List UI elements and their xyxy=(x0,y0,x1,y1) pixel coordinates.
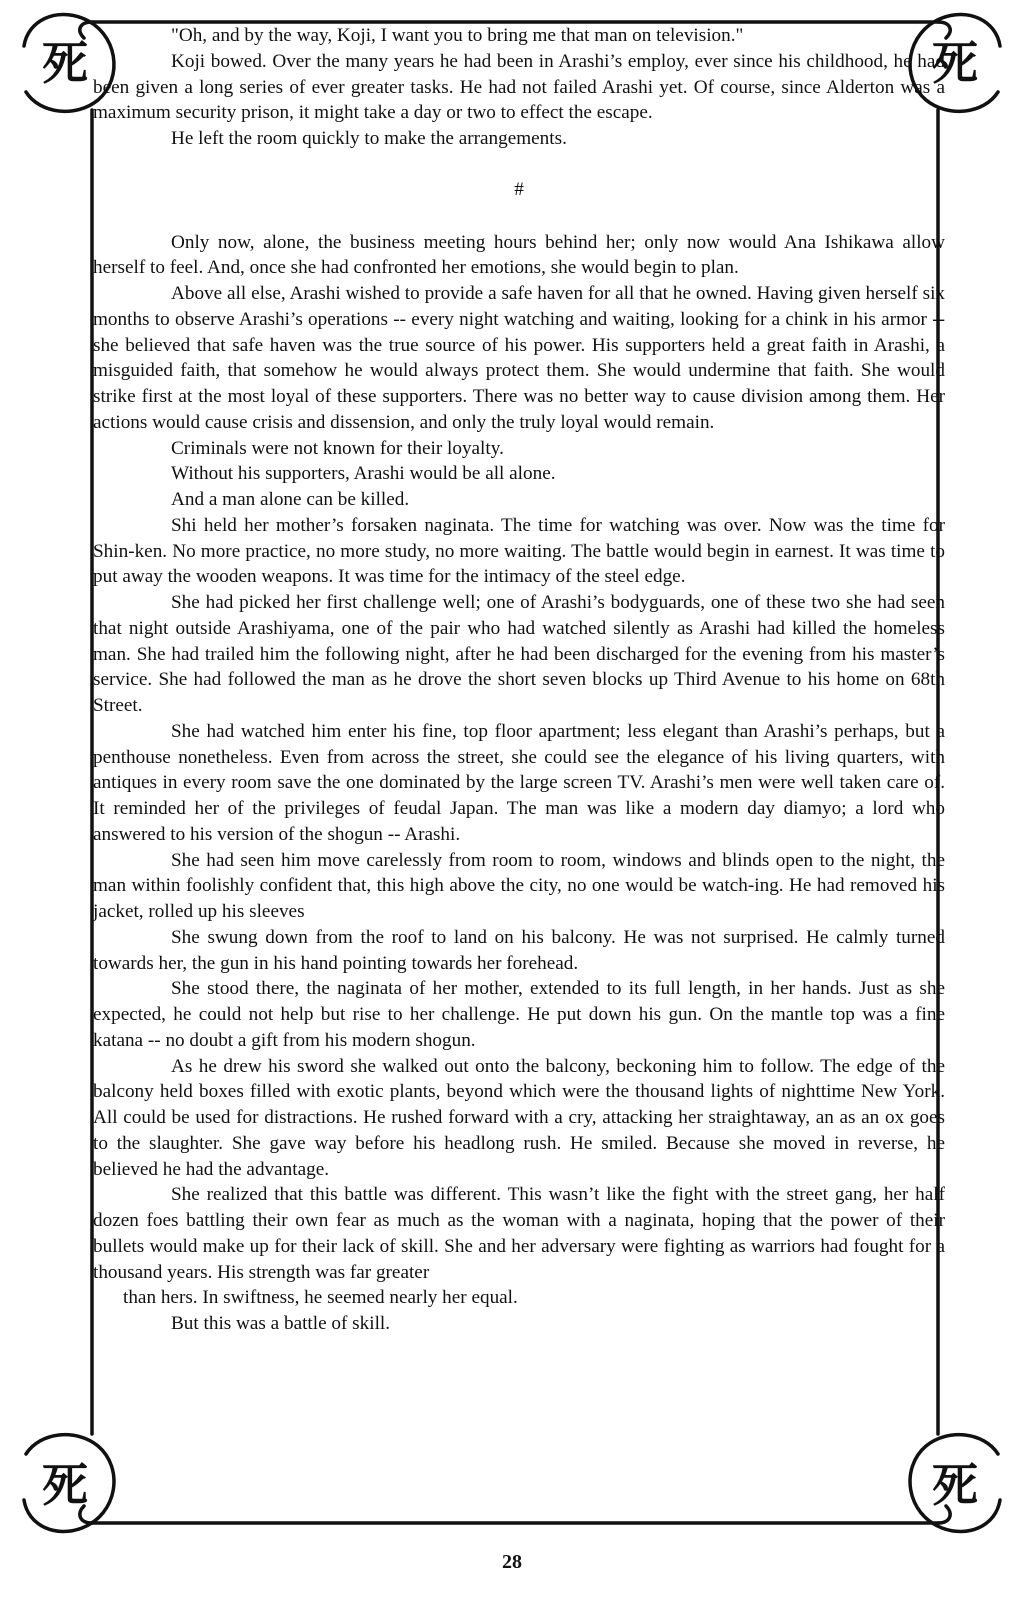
paragraph: Shi held her mother’s forsaken naginata. The time for watching was over. Now was the time for Shin-ken. No more practice, no more study, no more waiting. The battle would begin in earnest. It was time to put away the wooden weapons. It was time for the intimacy of the steel edge. xyxy=(93,514,945,588)
paragraph: She had seen him move carelessly from room to room, windows and blinds open to the night, the man within foolishly confident that, this high above the city, no one would be watch-ing. He had removed his jacket, rolled up his sleeves xyxy=(93,849,945,922)
corner-kanji-bottom-right: 死 xyxy=(932,1458,978,1512)
page-number: 28 xyxy=(502,1551,522,1573)
paragraph: Above all else, Arashi wished to provide a safe haven for all that he owned. Having given herself six months to observe Arashi’s operations -- every night watching and waiting, looking for a chink in his armor -- she believed that safe haven was the true source of his power. His supporters held a great faith in Arashi, a misguided faith, that somehow he would always protect them. She would undermine that faith. She would strike first at the most loyal of these supporters. There was no better way to cause division among them. Her actions would cause crisis and dissension, and only the truly loyal would remain. xyxy=(93,283,945,433)
paragraph: But this was a battle of skill. xyxy=(171,1313,391,1334)
corner-kanji-bottom-left: 死 xyxy=(42,1458,88,1512)
paragraph: She swung down from the roof to land on his balcony. He was not surprised. He calmly turned towards her, the gun in his hand pointing towards her forehead. xyxy=(93,926,945,974)
paragraph: than hers. In swiftness, he seemed nearly her equal. xyxy=(123,1287,518,1309)
paragraph: Koji bowed. Over the many years he had been in Arashi’s employ, ever since his childhood, he had been given a long series of ever greater tasks. He had not failed Arashi yet. Of course, since Alderton was a maximum security prison, it might take a day or two to effect the escape. xyxy=(93,50,945,124)
corner-kanji-top-right: 死 xyxy=(932,36,978,90)
paragraph: She had picked her first challenge well; one of Arashi’s bodyguards, one of these two she had seen that night outside Arashiyama, one of the pair who had watched silently as Arashi had killed the homeless man. She had trailed him the following night, after he had been discharged for the evening from his master’s service. She had followed the man as he drove the short seven blocks up Third Avenue to his home on 68th Street. xyxy=(93,592,945,716)
scene-break: # xyxy=(514,178,524,200)
paragraph: And a man alone can be killed. xyxy=(171,489,410,510)
paragraph: As he drew his sword she walked out onto the balcony, beckoning him to follow. The edge of the balcony held boxes filled with exotic plants, beyond which were the thousand lights of nighttime New York. All could be used for distractions. He rushed forward with a cry, attacking her straightaway, an as an ox goes to the slaughter. She gave way before his headlong rush. He smiled. Because she moved in reverse, he believed he had the advantage. xyxy=(93,1055,945,1180)
paragraph: Criminals were not known for their loyalty. xyxy=(171,437,504,459)
paragraph: She had watched him enter his fine, top floor apartment; less elegant than Arashi’s perhaps, but a penthouse nonetheless. Even from across the street, she could see the elegance of his living quarters, with antiques in every room save the one dominated by the large screen TV. Arashi’s men were well taken care of. It reminded her of the privileges of feudal Japan. The man was like a modern day diamyo; a lord who answered to his version of the shogun -- Arashi. xyxy=(93,720,945,845)
corner-kanji-top-left: 死 xyxy=(42,36,88,90)
paragraph: He left the room quickly to make the arrangements. xyxy=(171,128,567,149)
paragraph: Without his supporters, Arashi would be all alone. xyxy=(171,463,556,485)
paragraph: She realized that this battle was different. This wasn’t like the fight with the street gang, her half dozen foes battling their own fear as much as the woman with a naginata, hoping that the power of their bullets would make up for their lack of skill. She and her adversary were fighting as warriors had fought for a thousand years. His strength was far greater xyxy=(93,1184,945,1283)
paragraph: Only now, alone, the business meeting hours behind her; only now would Ana Ishikawa allow herself to feel. And, once she had confronted her emotions, she would begin to plan. xyxy=(93,231,945,279)
body-text xyxy=(93,23,945,1337)
paragraph: She stood there, the naginata of her mother, extended to its full length, in her hands. Just as she expected, he could not help but rise to her challenge. He put down his gun. On the mantle top was a fine katana -- no doubt a gift from his modern shogun. xyxy=(93,978,945,1051)
paragraph: "Oh, and by the way, Koji, I want you to bring me that man on television." xyxy=(171,25,744,46)
